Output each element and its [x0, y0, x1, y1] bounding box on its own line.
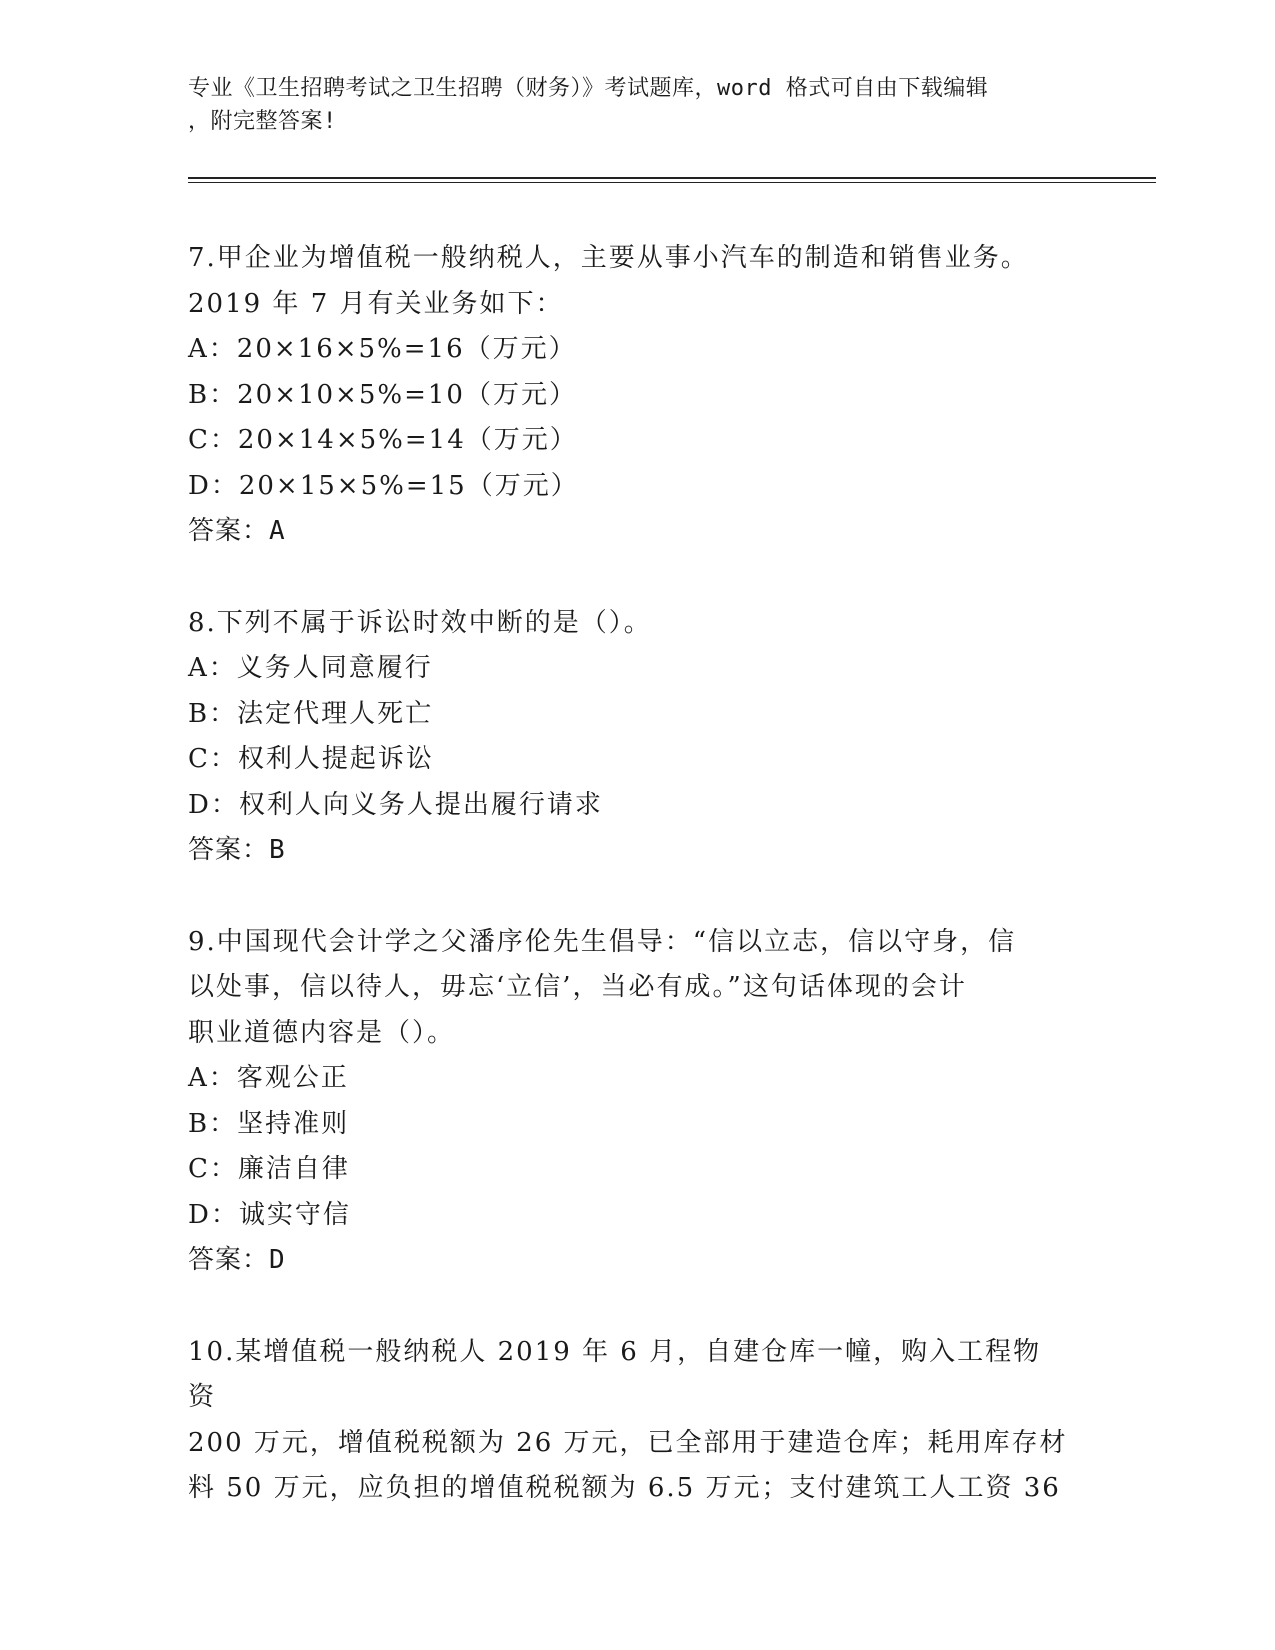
answer-line [188, 509, 1068, 555]
header-divider-thin [188, 182, 1156, 183]
option-b: B：坚持准则 [188, 1108, 350, 1139]
answer-label: 答案： [188, 835, 270, 865]
header-line-2: ，附完整答案! [188, 109, 337, 134]
option-a: A：义务人同意履行 [188, 653, 433, 683]
question-7 [188, 236, 1068, 555]
option-b: B：法定代理人死亡 [188, 698, 434, 729]
question-stem-line: 7.甲企业为增值税一般纳税人，主要从事小汽车的制造和销售业务。 [188, 243, 1029, 273]
answer-value: D [269, 1245, 286, 1275]
option-a: A：客观公正 [188, 1063, 349, 1093]
document-header [188, 72, 1068, 138]
option-c: C：廉洁自律 [188, 1154, 350, 1184]
question-list [188, 236, 1068, 1558]
question-10 [188, 1330, 1068, 1512]
answer-line [188, 1238, 1068, 1284]
answer-label: 答案： [188, 516, 270, 546]
option-a: A：20×16×5%=16（万元） [188, 334, 577, 364]
header-line-1: 专业《卫生招聘考试之卫生招聘（财务）》考试题库，word 格式可自由下载编辑 [188, 76, 989, 101]
question-stem-line: 9.中国现代会计学之父潘序伦先生倡导：“信以立志，信以守身，信 [188, 926, 1017, 957]
question-stem-line: 料 50 万元，应负担的增值税税额为 6.5 万元；支付建筑工人工资 36 [188, 1473, 1061, 1503]
question-stem-line: 以处事，信以待人，毋忘‘立信’，当必有成。”这句话体现的会计 [188, 972, 967, 1002]
answer-line [188, 828, 1068, 874]
question-stem-line: 10.某增值税一般纳税人 2019 年 6 月，自建仓库一幢，购入工程物资 [188, 1336, 1042, 1412]
option-d: D：权利人向义务人提出履行请求 [188, 789, 603, 820]
answer-label: 答案： [188, 1245, 270, 1275]
question-9 [188, 920, 1068, 1284]
answer-value: B [269, 835, 286, 865]
option-b: B：20×10×5%=10（万元） [188, 379, 577, 410]
option-c: C：权利人提起诉讼 [188, 744, 434, 774]
option-d: D：20×15×5%=15（万元） [188, 470, 579, 501]
question-stem-line: 8.下列不属于诉讼时效中断的是（）。 [188, 607, 652, 638]
option-c: C：20×14×5%=14（万元） [188, 425, 578, 455]
option-d: D：诚实守信 [188, 1199, 351, 1230]
answer-value: A [269, 516, 286, 546]
question-8 [188, 601, 1068, 874]
header-divider-thick [188, 177, 1156, 179]
question-stem-line: 2019 年 7 月有关业务如下： [188, 288, 564, 319]
question-stem-line: 职业道德内容是（）。 [188, 1017, 456, 1048]
question-stem-line: 200 万元，增值税税额为 26 万元，已全部用于建造仓库；耗用库存材 [188, 1427, 1068, 1458]
